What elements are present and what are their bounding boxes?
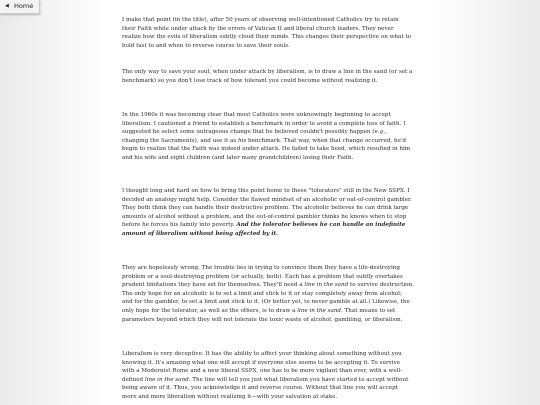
paragraph-6: Liberalism is very deceptive. It has the ability to affect your thinking about something without you knowing it. It's amazing what one will accept if everyone else seems to be accepting it. To survive with a Modernist Rome and a new liberal SSPX, one has to be more vigilant than ever, with a well-defined line in the sand. The line will tell you just what liberalism you have started to accept without being aware of it. Thus, you acknowledge it and reverse course. Without that line you will accept more and more liberalism without realizing it—with your salvation at stake. (122, 351, 409, 400)
home-button[interactable] (0, 0, 40, 14)
paragraph-1: I make that point (in the title), after 50 years of observing well-intentioned Catholics try to retain their Faith while under attack by the errors of Vatican II and liberal church leaders. They never realize how the evils of liberalism subtly cloud their minds. This changes their perspective on what to hold fast to and when to reverse course to save their souls. (122, 17, 411, 49)
paragraph-5: They are hopelessly wrong. The trouble lies in trying to convince them they have a life-destroying problem or a soul-destroying problem (or actually, both). Each has a problem that subtly overtakes prudent limitations they have set for themselves. They'll need a line in the sand to survive destruction. The only hope for an alcoholic is to set a limit and stick to it or stay completely away from alcohol; and for the gambler, to set a limit and stick to it. (Or better yet, to never gamble at all.) Likewise, the only hope for the tolerator, as well as the others, is to draw a line in the sand. That means to set parameters beyond which they will not tolerate the toxic waste of alcohol, gambling, or liberalism. (122, 265, 414, 323)
left-triangle-icon: ◀ (5, 3, 9, 9)
paragraph-2: The only way to save your soul, when under attack by liberalism, is to draw a line in the sand (or set a benchmark) so you don't lose track of how tolerant you could become without realizing it. (122, 69, 413, 84)
paragraph-3: In the 1960s it was becoming clear that most Catholics were unknowingly beginning to accept liberalism. I cautioned a friend to establish a benchmark in order to avoid a complete loss of faith. I suggested he select some outrageous change that he believed couldn't possibly happen (e.g., changing the Sacraments), and use it as his benchmark. That way, when that change occurred, he'd begin to realize that the Faith was indeed under attack. He failed to take heed, which resulted in him and his wife and eight children (and later many grandchildren) losing their Faith. (122, 112, 411, 161)
paragraph-4: I thought long and hard on how to bring this point home to these "tolerators" still in the New SSPX. I decided an analogy might help. Consider the flawed mindset of an alcoholic or out-of-control gambler. They both think they can handle their destructive problem. The alcoholic believes he can drink large amounts of alcohol without a problem, and the out-of-control gambler thinks he knows when to stop before he forces his family into poverty. And the tolerator believes he can handle an indefinite amount of liberalism without being affected by it. (122, 188, 412, 237)
home-button-label: Home (14, 2, 34, 10)
